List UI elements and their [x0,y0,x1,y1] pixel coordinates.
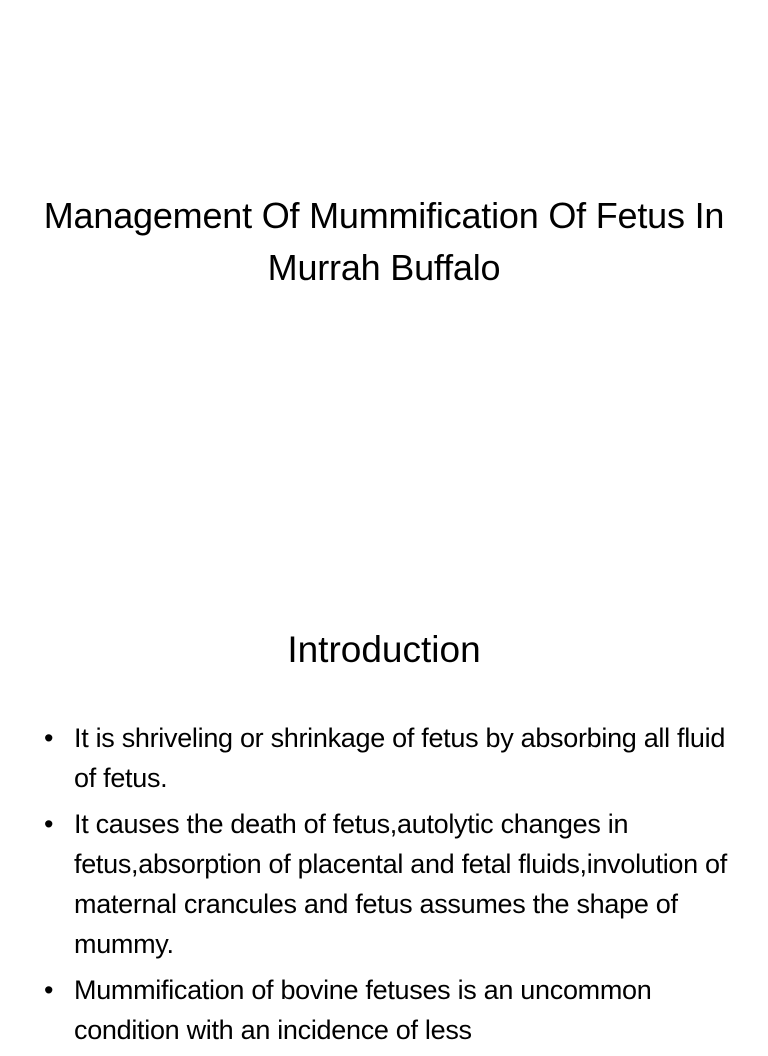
slide-title: Management Of Mummification Of Fetus In Murrah Buffalo [43,195,725,288]
bullet-icon: • [44,809,54,839]
bullet-item [40,804,740,964]
bullet-text: It is shriveling or shrinkage of fetus by absorbing all fluid of fetus. [74,723,726,793]
bullet-text: It causes the death of fetus,autolytic changes in fetus,absorption of placental and fetal fluids,involution of maternal crancules and fetus assumes the shape of mummy. [74,809,727,959]
bullet-icon: • [44,723,54,753]
bullet-icon: • [44,975,54,1005]
bullet-item [40,970,740,1050]
bullet-item [40,718,740,798]
slide-heading: Introduction [287,629,481,670]
bullet-text: Mummification of bovine fetuses is an uncommon condition with an incidence of less [74,975,652,1045]
bullet-list [40,718,740,1056]
introduction-slide [0,576,768,1045]
